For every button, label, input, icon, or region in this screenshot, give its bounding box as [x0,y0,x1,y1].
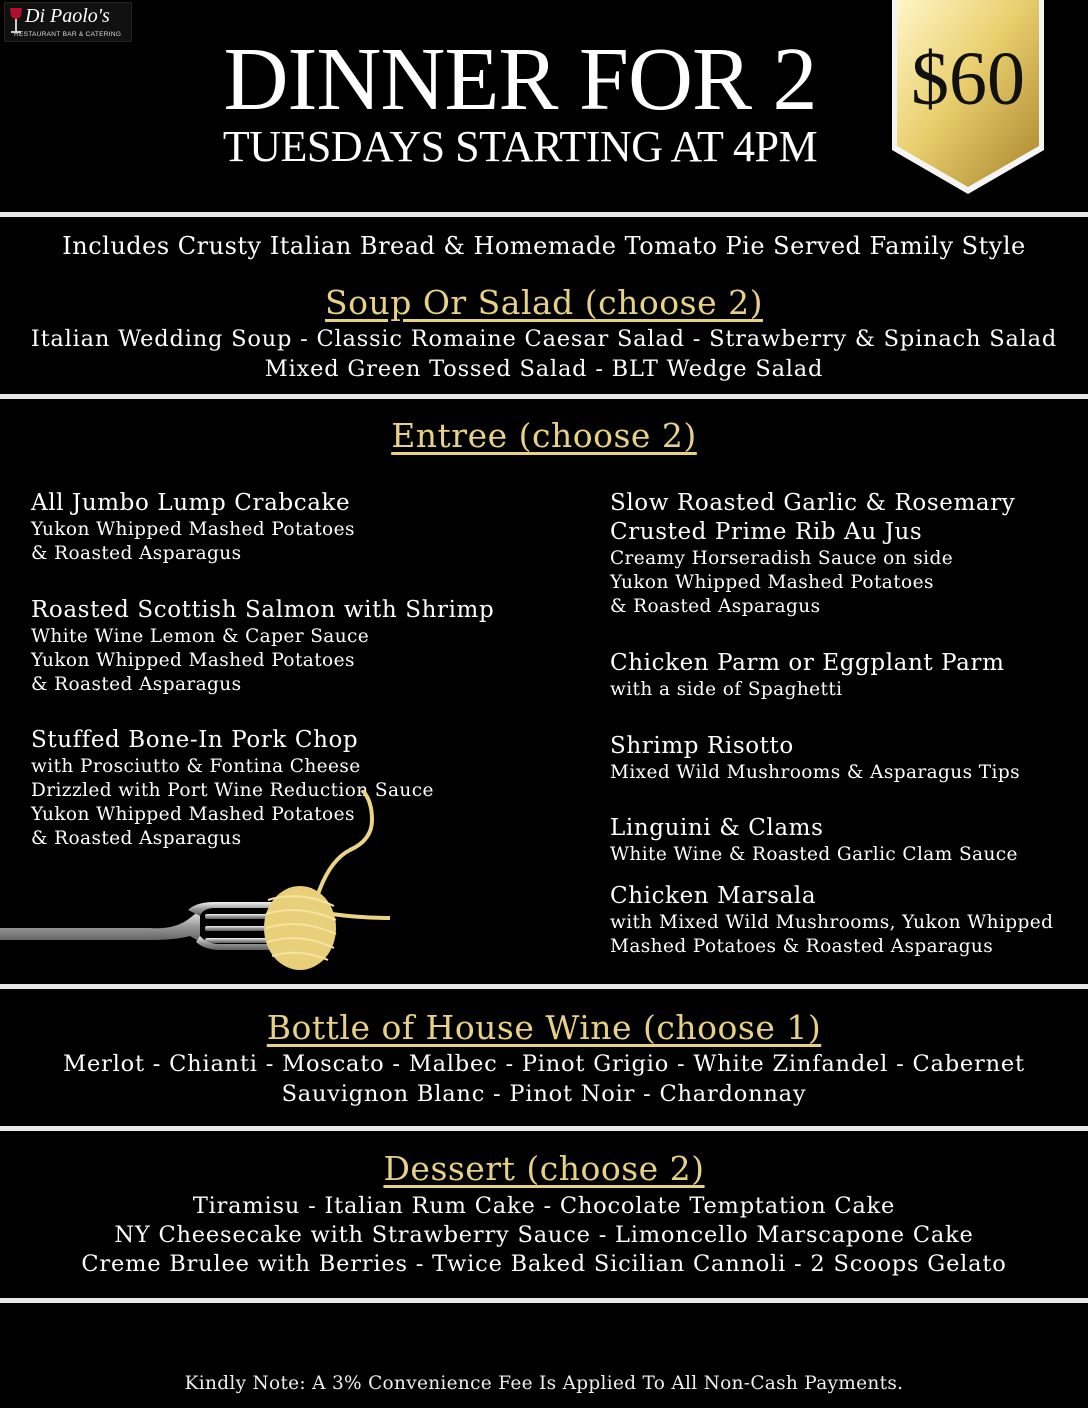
wine-line-1: Merlot - Chianti - Moscato - Malbec - Pinot Grigio - White Zinfandel - Cabernet [63,1051,1025,1077]
divider [0,1298,1088,1303]
entree-item [610,649,1080,702]
entree-description: White Wine & Roasted Garlic Clam Sauce [610,844,1018,865]
dessert-line-2: NY Cheesecake with Strawberry Sauce - Limoncello Marscapone Cake [114,1222,974,1248]
dessert-line-3: Creme Brulee with Berries - Twice Baked Sicilian Cannoli - 2 Scoops Gelato [81,1251,1007,1277]
dessert-line-1: Tiramisu - Italian Rum Cake - Chocolate Temptation Cake [192,1193,896,1219]
entree-item [31,596,501,697]
intro-text: Includes Crusty Italian Bread & Homemade Tomato Pie Served Family Style [62,232,1026,260]
wine-heading: Bottle of House Wine (choose 1) [266,1008,822,1047]
entree-name: Chicken Parm or Eggplant Parm [610,650,1005,676]
divider [0,1126,1088,1131]
price-value: $60 [911,37,1025,121]
divider [0,212,1088,217]
entree-description: with Prosciutto & Fontina Cheese Drizzled with Port Wine Reduction Sauce Yukon Whipped Mashed Potatoes & Roasted Asparagus [31,756,434,849]
soup-salad-line-2: Mixed Green Tossed Salad - BLT Wedge Salad [264,356,824,382]
entree-name: Linguini & Clams [610,815,824,841]
soup-salad-heading: Soup Or Salad (choose 2) [325,283,763,322]
soup-salad-line-1: Italian Wedding Soup - Classic Romaine Caesar Salad - Strawberry & Spinach Salad [30,326,1058,352]
entree-item [610,732,1080,785]
logo-tagline: RESTAURANT BAR & CATERING [14,31,122,38]
entree-description: White Wine Lemon & Caper Sauce Yukon Whipped Mashed Potatoes & Roasted Asparagus [31,626,370,695]
logo-name: Di Paolo's [25,5,110,27]
restaurant-logo [4,2,132,42]
price-badge [890,0,1046,196]
page-title: DINNER FOR 2 [223,30,817,129]
entree-name: Stuffed Bone-In Pork Chop [31,727,359,753]
entree-description: Mixed Wild Mushrooms & Asparagus Tips [610,762,1020,783]
divider [0,394,1088,399]
entree-name: Shrimp Risotto [610,733,794,759]
fork-spaghetti-icon [0,790,400,980]
entree-description: Creamy Horseradish Sauce on side Yukon Whipped Mashed Potatoes & Roasted Asparagus [610,548,954,617]
entree-name: Roasted Scottish Salmon with Shrimp [31,597,495,623]
entree-description: Yukon Whipped Mashed Potatoes & Roasted Asparagus [31,519,355,564]
entree-item [610,489,1080,619]
entree-name: Chicken Marsala [610,883,817,909]
entree-item [31,489,501,566]
page-subtitle: TUESDAYS STARTING AT 4PM [222,122,818,171]
dessert-heading: Dessert (choose 2) [383,1149,705,1188]
payment-note: Kindly Note: A 3% Convenience Fee Is Applied To All Non-Cash Payments. [184,1373,904,1394]
entree-item [610,814,1080,867]
entree-name: All Jumbo Lump Crabcake [31,490,351,516]
wine-line-2: Sauvignon Blanc - Pinot Noir - Chardonnay [281,1081,807,1107]
entree-description: with Mixed Wild Mushrooms, Yukon Whipped Mashed Potatoes & Roasted Asparagus [610,912,1054,957]
entree-item [610,882,1080,959]
entree-name: Slow Roasted Garlic & Rosemary Crusted Prime Rib Au Jus [610,490,1016,545]
entree-heading: Entree (choose 2) [391,416,697,455]
divider [0,984,1088,989]
entree-description: with a side of Spaghetti [610,679,843,700]
